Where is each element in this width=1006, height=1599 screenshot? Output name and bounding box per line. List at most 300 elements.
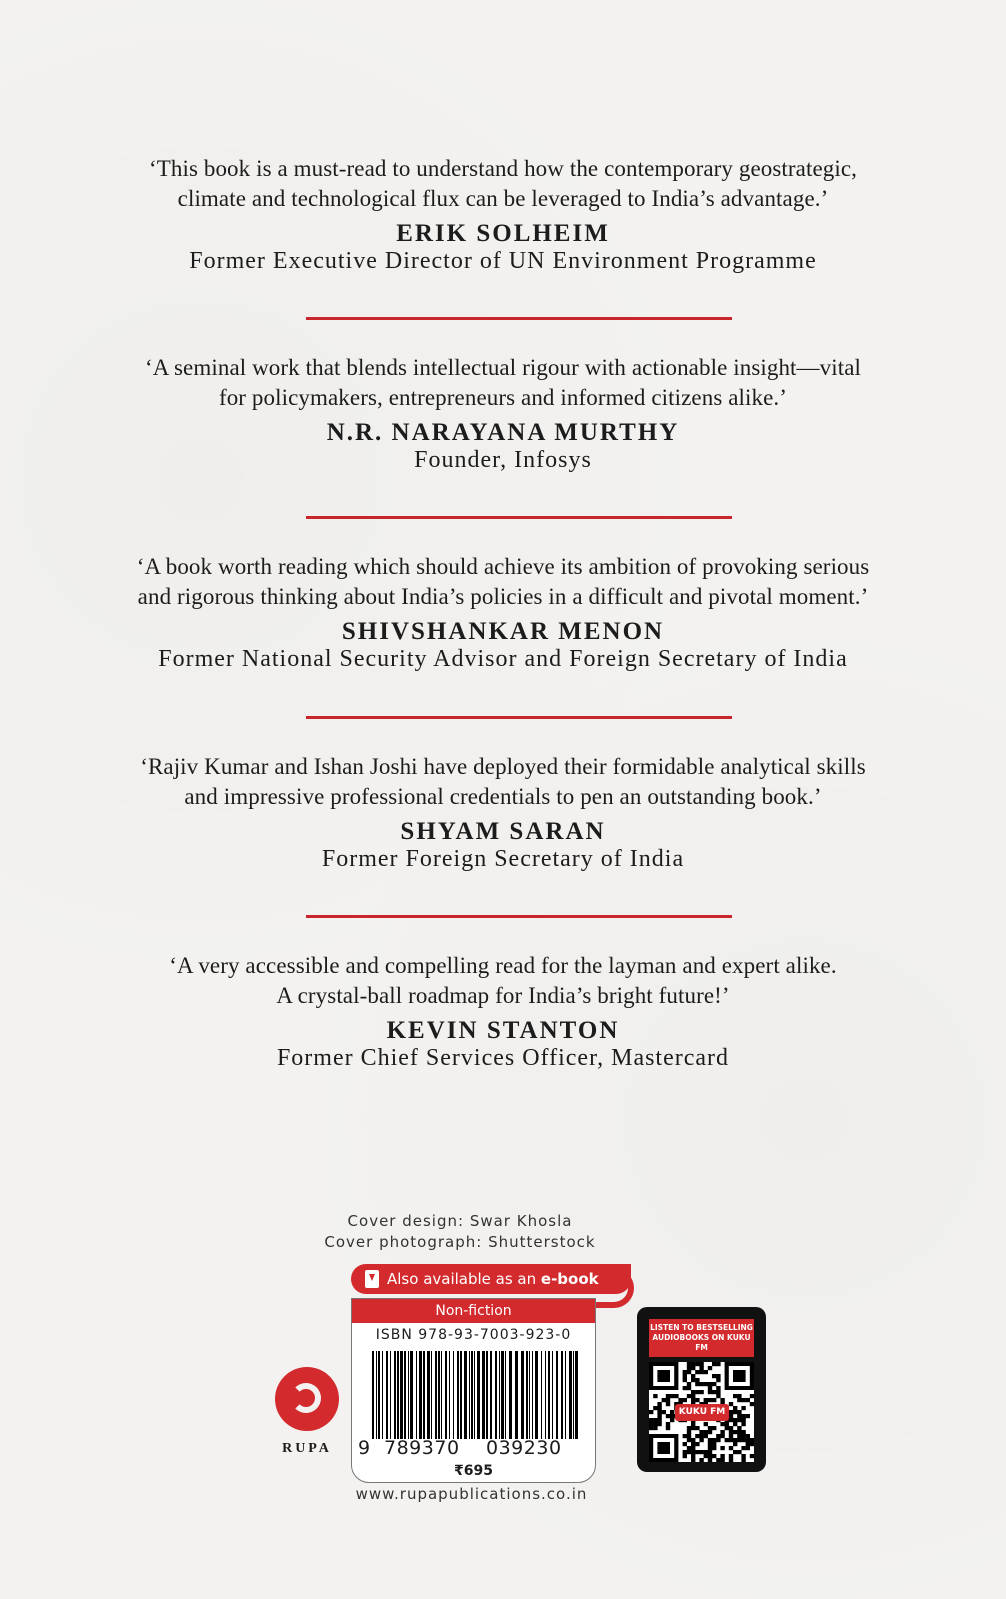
qr-module [674, 1394, 678, 1398]
barcode-bar [505, 1351, 506, 1439]
testimonial-author: N.R. NARAYANA MURTHY [326, 419, 680, 446]
qr-module [699, 1370, 703, 1374]
qr-module [729, 1426, 733, 1430]
barcode-digits-right: 039230 [486, 1437, 562, 1459]
qr-module [746, 1442, 750, 1446]
barcode-bar [386, 1351, 388, 1439]
qr-module [741, 1406, 745, 1410]
qr-module [653, 1394, 657, 1398]
qr-module [691, 1390, 695, 1394]
qr-module [741, 1434, 745, 1438]
qr-module [729, 1418, 733, 1422]
testimonial-author: KEVIN STANTON [386, 1017, 620, 1044]
qr-module [716, 1386, 720, 1390]
qr-module [691, 1422, 695, 1426]
barcode-bar [438, 1351, 440, 1439]
barcode-bar [482, 1351, 485, 1439]
qr-module [649, 1426, 653, 1430]
kukufm-brand-badge: KUKU FM [675, 1404, 729, 1421]
quote-line: and rigorous thinking about India’s policies in a difficult and pivotal moment.’ [137, 584, 869, 609]
publisher-website: www.rupapublications.co.in [355, 1485, 588, 1503]
qr-module [729, 1410, 733, 1414]
qr-module [708, 1426, 712, 1430]
barcode-bar [490, 1351, 492, 1439]
qr-module [712, 1426, 716, 1430]
barcode-bar [464, 1351, 467, 1439]
qr-module [691, 1378, 695, 1382]
quote-line: climate and technological flux can be leveraged to India’s advantage.’ [177, 186, 829, 211]
testimonial-block [80, 552, 926, 672]
qr-module [725, 1422, 729, 1426]
qr-module [746, 1438, 750, 1442]
qr-module [716, 1434, 720, 1438]
qr-module [712, 1362, 716, 1366]
qr-module [695, 1390, 699, 1394]
barcode-bar [573, 1351, 574, 1439]
testimonial-quote [80, 353, 926, 413]
qr-module [708, 1366, 712, 1370]
testimonial-author: ERIK SOLHEIM [396, 220, 610, 247]
barcode-bar [541, 1351, 542, 1439]
barcode-bar [372, 1351, 374, 1439]
audiobook-qr-card [637, 1307, 766, 1472]
qr-module [649, 1410, 653, 1414]
quote-line: and impressive professional credentials to pen an outstanding book.’ [184, 784, 822, 809]
qr-module [691, 1366, 695, 1370]
testimonial-block [80, 353, 926, 473]
qr-module [704, 1370, 708, 1374]
quote-line: A crystal-ball roadmap for India’s bright future!’ [276, 983, 730, 1008]
qr-module [729, 1414, 733, 1418]
qr-module [725, 1438, 729, 1442]
qr-module [657, 1418, 661, 1422]
qr-module [699, 1390, 703, 1394]
download-icon [365, 1270, 379, 1288]
qr-module [733, 1422, 737, 1426]
qr-module [737, 1450, 741, 1454]
cover-credits [300, 1211, 620, 1253]
qr-module [733, 1418, 737, 1422]
qr-module [733, 1438, 737, 1442]
quote-line: ‘A seminal work that blends intellectual rigour with actionable insight—vital [144, 355, 862, 380]
qr-module [695, 1450, 699, 1454]
qr-module [708, 1398, 712, 1402]
barcode-bar [427, 1351, 430, 1439]
red-divider [306, 915, 732, 918]
qr-module [653, 1426, 657, 1430]
qr-module [737, 1434, 741, 1438]
qr-module [691, 1394, 695, 1398]
qr-module [649, 1422, 653, 1426]
qr-module [687, 1370, 691, 1374]
qr-module [720, 1398, 724, 1402]
qr-module [716, 1458, 720, 1462]
qr-module [649, 1418, 653, 1422]
qr-module [687, 1446, 691, 1450]
testimonial-quote [80, 154, 926, 214]
qr-module [716, 1390, 720, 1394]
qr-finder-pattern [657, 1370, 670, 1382]
qr-module [708, 1454, 712, 1458]
barcode-bar [453, 1351, 454, 1439]
qr-module [695, 1434, 699, 1438]
qr-module [729, 1446, 733, 1450]
qr-module [699, 1430, 703, 1434]
testimonial-author-role: Former Foreign Secretary of India [321, 846, 685, 872]
barcode-bar [545, 1351, 546, 1439]
qr-module [662, 1398, 666, 1402]
qr-module [687, 1426, 691, 1430]
qr-module [657, 1414, 661, 1418]
qr-module [733, 1430, 737, 1434]
qr-module [708, 1458, 712, 1462]
testimonial-author-role: Founder, Infosys [414, 447, 592, 473]
barcode-bar [416, 1351, 417, 1439]
qr-module [683, 1374, 687, 1378]
testimonial-quote [80, 552, 926, 612]
qr-module [699, 1458, 703, 1462]
qr-module [687, 1438, 691, 1442]
cover-photo-credit: Cover photograph: Shutterstock [324, 1233, 596, 1251]
qr-module [737, 1414, 741, 1418]
isbn-text: ISBN 978-93-7003-923-0 [375, 1327, 572, 1343]
publisher-logo [272, 1367, 342, 1457]
qr-module [729, 1458, 733, 1462]
qr-module [741, 1454, 745, 1458]
qr-module [687, 1430, 691, 1434]
qr-module [716, 1438, 720, 1442]
qr-module [662, 1410, 666, 1414]
qr-module [708, 1450, 712, 1454]
genre-label: Non-fiction [352, 1299, 595, 1323]
qr-module [691, 1374, 695, 1378]
qr-module [729, 1430, 733, 1434]
barcode-bar [565, 1351, 566, 1439]
qr-module [750, 1402, 754, 1406]
qr-module [741, 1418, 745, 1422]
qr-module [720, 1454, 724, 1458]
qr-module [695, 1370, 699, 1374]
qr-module [653, 1406, 657, 1410]
qr-module [657, 1406, 661, 1410]
quote-line: ‘This book is a must-read to understand how the contemporary geostrategic, [148, 156, 858, 181]
qr-module [666, 1402, 670, 1406]
qr-module [666, 1394, 670, 1398]
barcode-bar [457, 1351, 459, 1439]
qr-module [725, 1426, 729, 1430]
qr-module [741, 1422, 745, 1426]
qr-module [683, 1434, 687, 1438]
audiobook-label: LISTEN TO BESTSELLING AUDIOBOOKS ON KUKU FM [649, 1319, 754, 1357]
qr-module [691, 1450, 695, 1454]
qr-module [687, 1450, 691, 1454]
qr-module [670, 1418, 674, 1422]
qr-module [737, 1426, 741, 1430]
red-divider [306, 516, 732, 519]
qr-module [678, 1398, 682, 1402]
cover-design-credit: Cover design: Swar Khosla [347, 1212, 573, 1230]
qr-module [699, 1382, 703, 1386]
ebook-banner-highlight: e-book [540, 1270, 599, 1288]
qr-module [695, 1426, 699, 1430]
barcode-bar [495, 1351, 497, 1439]
qr-module [712, 1442, 716, 1446]
qr-module [733, 1450, 737, 1454]
qr-module [712, 1390, 716, 1394]
qr-finder-pattern [657, 1442, 670, 1454]
qr-module [691, 1442, 695, 1446]
barcode-bar [477, 1351, 480, 1439]
qr-module [691, 1398, 695, 1402]
qr-module [750, 1442, 754, 1446]
barcode-bar [419, 1351, 422, 1439]
qr-module [720, 1430, 724, 1434]
barcode-digits-left: 789370 [384, 1437, 460, 1459]
qr-module [733, 1410, 737, 1414]
qr-module [657, 1422, 661, 1426]
qr-module [712, 1374, 716, 1378]
testimonial-quote [80, 951, 926, 1011]
qr-module [741, 1414, 745, 1418]
qr-module [712, 1398, 716, 1402]
qr-module [699, 1366, 703, 1370]
qr-module [691, 1426, 695, 1430]
testimonial-author-role: Former Chief Services Officer, Mastercard [276, 1045, 730, 1071]
barcode-bar [390, 1351, 391, 1439]
qr-module [741, 1430, 745, 1434]
qr-module [691, 1454, 695, 1458]
barcode-bar [501, 1351, 504, 1439]
qr-module [716, 1378, 720, 1382]
barcode-bar [471, 1351, 473, 1439]
qr-module [733, 1442, 737, 1446]
qr-module [683, 1442, 687, 1446]
qr-module [704, 1430, 708, 1434]
barcode-bar [397, 1351, 399, 1439]
qr-module [670, 1394, 674, 1398]
qr-module [704, 1422, 708, 1426]
qr-module [687, 1362, 691, 1366]
barcode-bar [535, 1351, 538, 1439]
qr-module [691, 1438, 695, 1442]
qr-module [746, 1398, 750, 1402]
qr-module [720, 1458, 724, 1462]
barcode-bar [556, 1351, 558, 1439]
qr-module [729, 1438, 733, 1442]
qr-module [733, 1406, 737, 1410]
barcode-bar [431, 1351, 432, 1439]
qr-module [746, 1414, 750, 1418]
qr-module [683, 1454, 687, 1458]
ebook-banner-prefix: Also available as an [387, 1270, 541, 1288]
qr-module [695, 1398, 699, 1402]
qr-module [737, 1410, 741, 1414]
red-divider [306, 716, 732, 719]
qr-module [666, 1414, 670, 1418]
qr-module [695, 1378, 699, 1382]
barcode-bar [410, 1351, 413, 1439]
testimonial-author-role: Former Executive Director of UN Environment Programme [189, 248, 817, 274]
testimonial-block [80, 951, 926, 1071]
qr-module [720, 1446, 724, 1450]
barcode-bar [509, 1351, 512, 1439]
barcode-bar [561, 1351, 563, 1439]
ebook-banner-text [387, 1264, 599, 1294]
qr-module [737, 1430, 741, 1434]
barcode-bar [474, 1351, 475, 1439]
barcode-bar [515, 1351, 518, 1439]
qr-module [716, 1394, 720, 1398]
qr-module [695, 1362, 699, 1366]
barcode-bar [552, 1351, 553, 1439]
qr-module [699, 1438, 703, 1442]
testimonial-author: SHYAM SARAN [400, 818, 606, 845]
qr-module [704, 1382, 708, 1386]
barcode-bar [548, 1351, 550, 1439]
qr-module [687, 1366, 691, 1370]
publisher-logo-text: RUPA [282, 1441, 332, 1456]
qr-module [712, 1438, 716, 1442]
ebook-banner [351, 1264, 631, 1294]
rupa-logo-icon [275, 1367, 339, 1431]
qr-module [670, 1410, 674, 1414]
barcode-bar [575, 1351, 578, 1439]
qr-module [683, 1398, 687, 1402]
barcode-bar [526, 1351, 528, 1439]
barcode-bar [569, 1351, 572, 1439]
qr-module [750, 1394, 754, 1398]
barcode-bar [408, 1351, 409, 1439]
barcode-bar [469, 1351, 470, 1439]
barcode-bar [445, 1351, 447, 1439]
barcode-bar [435, 1351, 437, 1439]
qr-module [683, 1386, 687, 1390]
qr-module [699, 1450, 703, 1454]
qr-module [712, 1454, 716, 1458]
quote-line: for policymakers, entrepreneurs and informed citizens alike.’ [218, 385, 788, 410]
qr-module [708, 1390, 712, 1394]
qr-module [687, 1434, 691, 1438]
barcode-bar [441, 1351, 442, 1439]
qr-module [666, 1398, 670, 1402]
barcode-bar [376, 1351, 377, 1439]
qr-module [750, 1438, 754, 1442]
qr-module [708, 1386, 712, 1390]
qr-module [704, 1450, 708, 1454]
barcode-digit-first: 9 [358, 1437, 371, 1459]
qr-module [741, 1458, 745, 1462]
quote-line: ‘A very accessible and compelling read for the layman and expert alike. [169, 953, 837, 978]
barcode-bar [423, 1351, 425, 1439]
qr-module [687, 1394, 691, 1398]
qr-module [737, 1438, 741, 1442]
qr-module [653, 1418, 657, 1422]
qr-module [729, 1454, 733, 1458]
qr-module [695, 1442, 699, 1446]
qr-module [683, 1378, 687, 1382]
barcode-bars [364, 1351, 584, 1439]
barcode-bar [460, 1351, 462, 1439]
quote-line: ‘A book worth reading which should achieve its ambition of provoking serious [136, 554, 870, 579]
qr-module [708, 1442, 712, 1446]
qr-module [746, 1434, 750, 1438]
testimonial-author-role: Former National Security Advisor and Foreign Secretary of India [158, 646, 848, 672]
qr-module [729, 1434, 733, 1438]
qr-module [716, 1362, 720, 1366]
qr-module [683, 1450, 687, 1454]
qr-module [746, 1446, 750, 1450]
barcode-panel [351, 1298, 596, 1483]
qr-module [750, 1454, 754, 1458]
qr-module [720, 1434, 724, 1438]
qr-module [691, 1446, 695, 1450]
qr-module [737, 1418, 741, 1422]
quote-line: ‘Rajiv Kumar and Ishan Joshi have deployed their formidable analytical skills [140, 754, 866, 779]
barcode-bar [378, 1351, 380, 1439]
qr-module [699, 1362, 703, 1366]
qr-module [729, 1402, 733, 1406]
qr-module [741, 1438, 745, 1442]
barcode-bar [394, 1351, 396, 1439]
qr-module [741, 1398, 745, 1402]
barcode-bar [382, 1351, 383, 1439]
barcode-bar [521, 1351, 524, 1439]
qr-module [695, 1382, 699, 1386]
price-label: ₹695 [454, 1463, 493, 1479]
qr-module [704, 1454, 708, 1458]
barcode-bar [400, 1351, 403, 1439]
qr-module [716, 1374, 720, 1378]
qr-module [741, 1446, 745, 1450]
qr-module [657, 1402, 661, 1406]
qr-module [737, 1398, 741, 1402]
testimonial-block [80, 752, 926, 872]
barcode-bar [499, 1351, 500, 1439]
qr-module [687, 1382, 691, 1386]
testimonial-block [80, 154, 926, 274]
qr-module [712, 1382, 716, 1386]
qr-module [708, 1430, 712, 1434]
qr-module [683, 1370, 687, 1374]
qr-module [653, 1422, 657, 1426]
barcode-bar [449, 1351, 450, 1439]
qr-module [691, 1458, 695, 1462]
barcode-bar [486, 1351, 488, 1439]
testimonial-author: SHIVSHANKAR MENON [341, 618, 665, 645]
qr-module [708, 1382, 712, 1386]
qr-module [699, 1434, 703, 1438]
qr-module [708, 1446, 712, 1450]
qr-module [708, 1438, 712, 1442]
qr-module [712, 1446, 716, 1450]
red-divider [306, 317, 732, 320]
barcode-bar [529, 1351, 530, 1439]
qr-module [670, 1414, 674, 1418]
qr-module [691, 1362, 695, 1366]
qr-module [687, 1386, 691, 1390]
testimonial-quote [80, 752, 926, 812]
barcode-bar [532, 1351, 533, 1439]
barcode-bar [404, 1351, 406, 1439]
qr-module [704, 1398, 708, 1402]
qr-module [666, 1426, 670, 1430]
qr-module [733, 1394, 737, 1398]
qr-module [666, 1422, 670, 1426]
qr-finder-pattern [733, 1370, 746, 1382]
qr-module [720, 1422, 724, 1426]
qr-module [737, 1394, 741, 1398]
qr-module [657, 1410, 661, 1414]
